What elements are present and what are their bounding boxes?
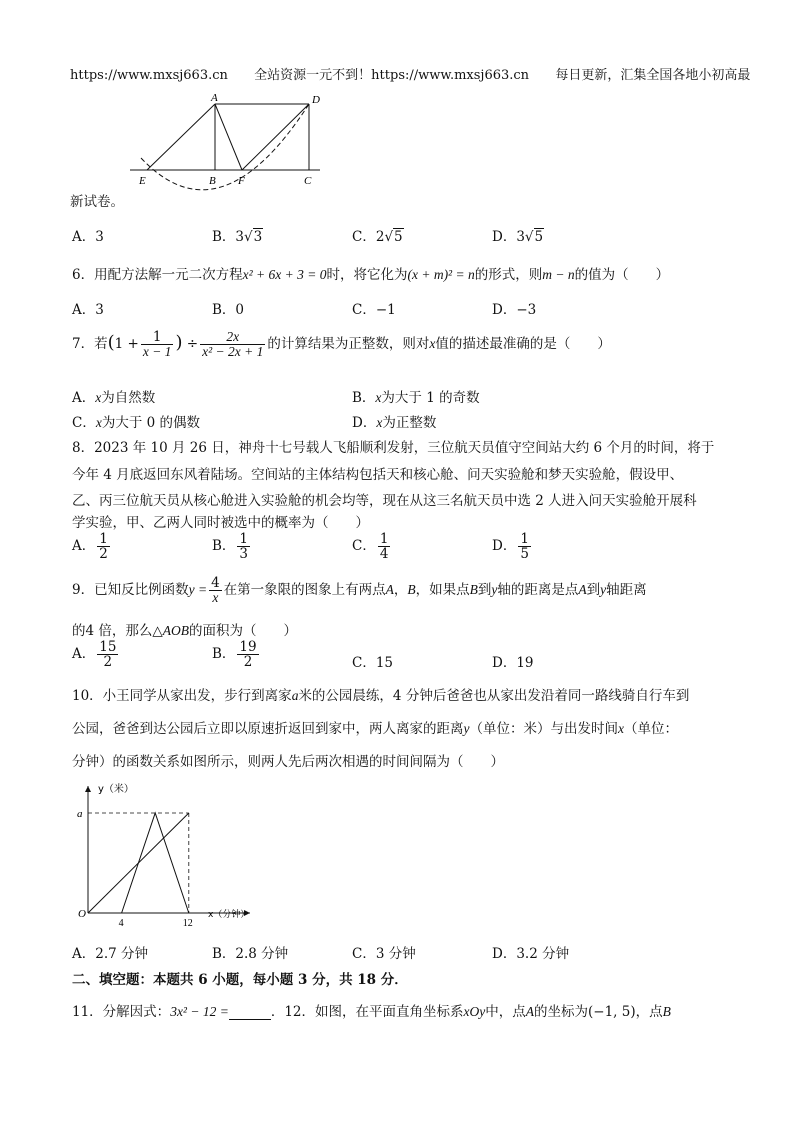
tick-label-4: 4 [118, 918, 124, 928]
label-e: E [139, 175, 146, 187]
dashed-arc [141, 104, 309, 190]
q8-option-d[interactable]: D． $\frac{1}{5}$ [492, 531, 529, 563]
q10-option-c[interactable]: C．3 分钟 [352, 946, 416, 962]
label-b: B [209, 175, 216, 187]
q8-line: 今年 4 月底返回东风着陆场。空间站的主体结构包括天和核心舱、问天实验舱和梦天实验舱，假设甲、 [72, 467, 684, 483]
q6-option-c[interactable]: C．−1 [352, 302, 396, 318]
y-axis-label: y（米） [98, 784, 134, 795]
geometry-figure [125, 92, 335, 192]
q7-stem: 7．若(1 + $\frac{1}{x - 1}$ ) ÷ $\frac{2x}{\text{x² − 2x + 1}}$ 的计算结果为正整数，则对x值的描述最准确的是（ ） [72, 329, 611, 360]
q11-q12-line: 11．分解因式：3x² − 12 = ．12．如图，在平面直角坐标系xOy中，点A的坐标为(−1, 5)，点B [72, 1004, 671, 1020]
header-tagline-cont: 新试卷。 [70, 194, 124, 210]
q9-option-c[interactable]: C．15 [352, 655, 394, 671]
q8-option-a[interactable]: A． $\frac{1}{2}$ [72, 531, 108, 563]
q8-option-c[interactable]: C． $\frac{1}{4}$ [352, 531, 389, 563]
tick-label-a: a [77, 808, 83, 820]
q9-option-d[interactable]: D．19 [492, 655, 534, 671]
q8-option-b[interactable]: B． $\frac{1}{3}$ [212, 531, 249, 563]
label-d: D [312, 94, 320, 106]
segment-fd [242, 104, 309, 170]
q9-option-a[interactable]: A． $\frac{15}{2}$ [72, 639, 117, 671]
header-promo[interactable]: 全站资源一元不到！https://www.mxsj663.cn [254, 68, 530, 83]
q7-option-c[interactable]: C．x为大于 0 的偶数 [72, 415, 201, 431]
q5-option-c[interactable]: C．2√5 [352, 229, 403, 245]
q10-option-a[interactable]: A．2.7 分钟 [72, 946, 149, 962]
q5-option-d[interactable]: D．3√5 [492, 229, 544, 245]
header-url[interactable]: https://www.mxsj663.cn [70, 68, 228, 83]
q6-option-d[interactable]: D．−3 [492, 302, 537, 318]
q5-option-a[interactable]: A．3 [72, 229, 104, 245]
q9-stem-line2: 的4 倍，那么△AOB的面积为（ ） [72, 623, 298, 639]
q10-line3: 分钟）的函数关系如图所示，则两人先后两次相遇的时间间隔为（ ） [72, 754, 504, 770]
q5-option-b[interactable]: B．3√3 [212, 229, 263, 245]
q10-option-d[interactable]: D．3.2 分钟 [492, 946, 570, 962]
q10-option-b[interactable]: B．2.8 分钟 [212, 946, 289, 962]
tick-label-origin: O [78, 908, 86, 920]
q10-line1: 10．小王同学从家出发，步行到离家a米的公园晨练，4 分钟后爸爸也从家出发沿着同一路线骑自行车到 [72, 688, 690, 704]
label-c: C [304, 175, 312, 187]
q7-option-d[interactable]: D．x为正整数 [352, 415, 437, 431]
q7-option-a[interactable]: A．x为自然数 [72, 390, 156, 406]
label-a: A [211, 92, 218, 104]
series-line-2 [122, 813, 189, 913]
q10-line2: 公园，爸爸到达公园后立即以原速折返回到家中，两人离家的距离y（单位：米）与出发时间x（单位： [72, 721, 678, 737]
header-tagline: 每日更新，汇集全国各地小初高最 [555, 68, 751, 83]
tick-label-12: 12 [182, 918, 193, 928]
y-axis-arrow [85, 786, 91, 792]
segment-ea [147, 104, 215, 170]
distance-time-chart [70, 778, 260, 928]
answer-blank[interactable] [229, 1005, 271, 1020]
x-axis-label: x（分钟） [208, 910, 250, 920]
q7-option-b[interactable]: B．x为大于 1 的奇数 [352, 390, 480, 406]
q9-stem: 9．已知反比例函数y = $\frac{4}{x}$ 在第一象限的图象上有两点A，B，如果点B到y轴的距离是点A到y轴距离 [72, 575, 647, 606]
q8-line: 8．2023 年 10 月 26 日，神舟十七号载人飞船顺利发射，三位航天员值守空间站大约 6 个月的时间，将于 [72, 440, 715, 456]
q8-line: 学实验，甲、乙两人同时被选中的概率为（ ） [72, 515, 369, 531]
segment-af [215, 104, 242, 170]
section-title: 二、填空题：本题共 6 小题，每小题 3 分，共 18 分． [72, 972, 408, 988]
q6-option-b[interactable]: B．0 [212, 302, 245, 318]
q6-stem: 6．用配方法解一元二次方程x² + 6x + 3 = 0时，将它化为(x + m)² = n的形式，则m − n的值为（ ） [72, 267, 670, 283]
q8-line: 乙、丙三位航天员从核心舱进入实验舱的机会均等，现在从这三名航天员中选 2 人进入问天实验舱开展科 [72, 493, 697, 509]
label-f: F [238, 175, 245, 187]
q9-option-b[interactable]: B． $\frac{19}{2}$ [212, 639, 257, 671]
q6-option-a[interactable]: A．3 [72, 302, 104, 318]
